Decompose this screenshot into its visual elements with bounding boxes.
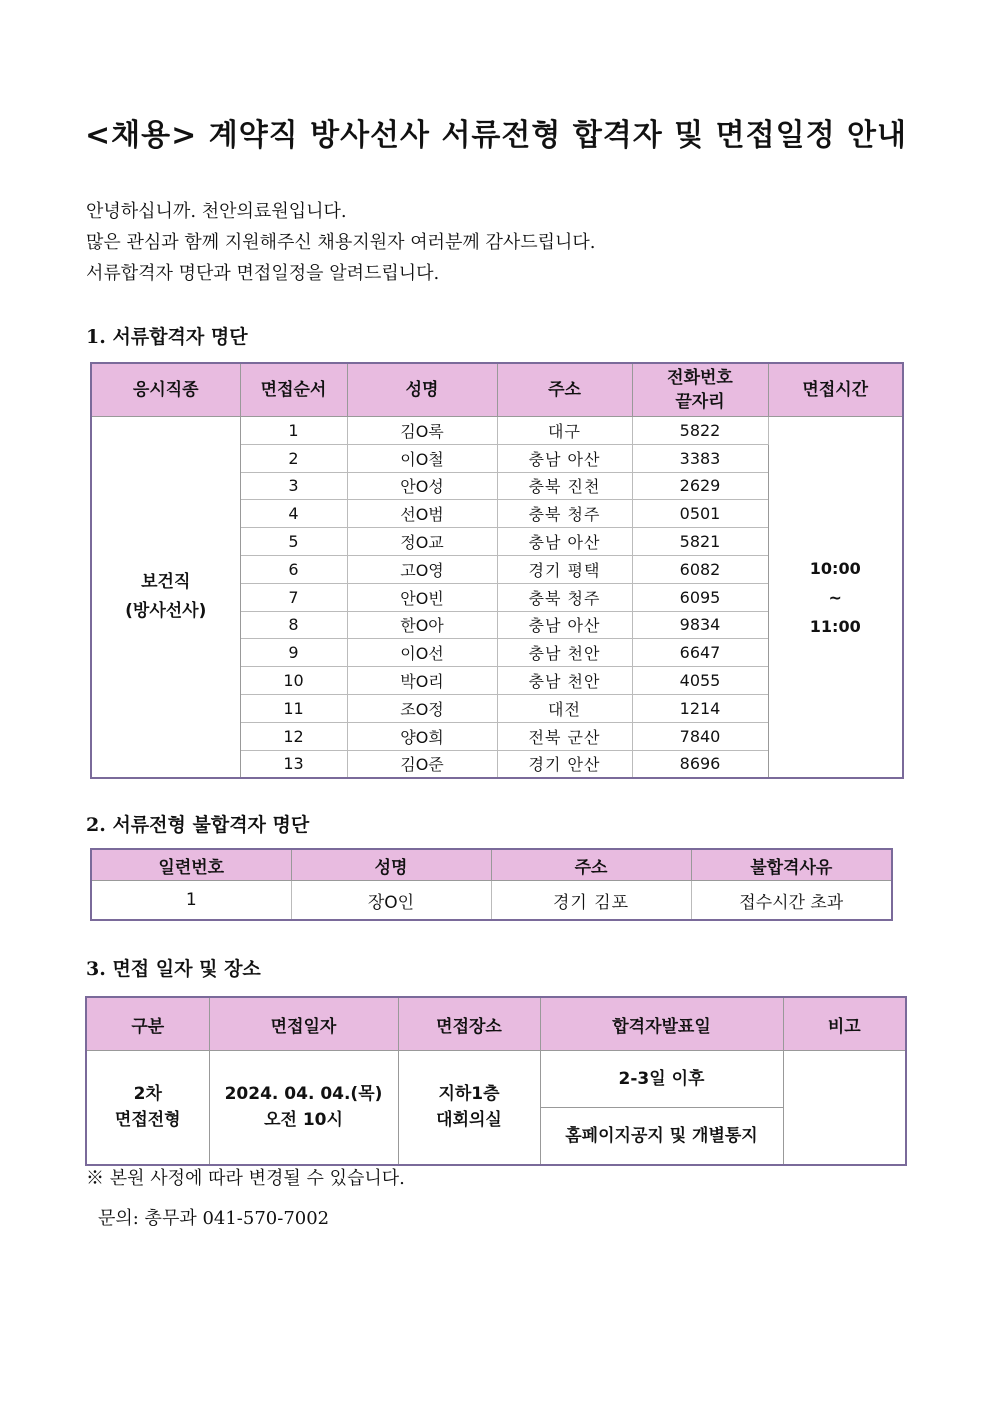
date-line1: 2024. 04. 04.(목) bbox=[224, 1084, 383, 1105]
header-fail-reason: 불합격사유 bbox=[691, 849, 892, 881]
phone-cell: 6095 bbox=[632, 583, 768, 611]
name-cell: 박O리 bbox=[347, 667, 497, 695]
header-phone-line2: 끝자리 bbox=[675, 392, 725, 412]
name-cell: 장O인 bbox=[291, 881, 491, 921]
date-cell bbox=[209, 1051, 398, 1165]
header-interview-date: 면접일자 bbox=[209, 997, 398, 1051]
phone-cell: 3383 bbox=[632, 444, 768, 472]
phone-cell: 1214 bbox=[632, 694, 768, 722]
address-cell: 충남 아산 bbox=[497, 528, 632, 556]
page-title: <채용> 계약직 방사선사 서류전형 합격자 및 면접일정 안내 bbox=[85, 118, 907, 153]
header-name: 성명 bbox=[291, 849, 491, 881]
name-cell: 이O철 bbox=[347, 444, 497, 472]
header-interview-place: 면접장소 bbox=[398, 997, 540, 1051]
header-phone-line1: 전화번호 bbox=[667, 368, 733, 388]
section1-heading: 1. 서류합격자 명단 bbox=[86, 326, 248, 348]
order-cell: 2 bbox=[240, 444, 347, 472]
address-cell: 충남 아산 bbox=[497, 611, 632, 639]
phone-cell: 2629 bbox=[632, 472, 768, 500]
order-cell: 1 bbox=[240, 417, 347, 445]
order-cell: 4 bbox=[240, 500, 347, 528]
job-category-line1: 보건직 bbox=[141, 572, 191, 593]
address-cell: 충남 천안 bbox=[497, 639, 632, 667]
table-header-row bbox=[86, 997, 906, 1051]
address-cell: 대전 bbox=[497, 694, 632, 722]
name-cell: 안O빈 bbox=[347, 583, 497, 611]
intro-line: 서류합격자 명단과 면접일정을 알려드립니다. bbox=[86, 263, 440, 284]
passed-applicants-table bbox=[90, 362, 904, 779]
date-line2: 오전 10시 bbox=[264, 1110, 343, 1131]
table-row bbox=[91, 881, 892, 921]
name-cell: 안O성 bbox=[347, 472, 497, 500]
address-cell: 전북 군산 bbox=[497, 722, 632, 750]
section3-heading: 3. 면접 일자 및 장소 bbox=[86, 958, 261, 980]
job-category-cell bbox=[91, 417, 240, 779]
order-cell: 3 bbox=[240, 472, 347, 500]
name-cell: 이O선 bbox=[347, 639, 497, 667]
place-cell bbox=[398, 1051, 540, 1165]
section2-heading: 2. 서류전형 불합격자 명단 bbox=[86, 814, 310, 836]
address-cell: 대구 bbox=[497, 417, 632, 445]
address-cell: 경기 안산 bbox=[497, 750, 632, 778]
interview-time-cell bbox=[768, 417, 903, 779]
intro-text bbox=[86, 196, 596, 289]
phone-cell: 7840 bbox=[632, 722, 768, 750]
header-address: 주소 bbox=[497, 363, 632, 417]
header-interview-time: 면접시간 bbox=[768, 363, 903, 417]
place-line1: 지하1층 bbox=[438, 1084, 500, 1105]
order-cell: 11 bbox=[240, 694, 347, 722]
name-cell: 정O교 bbox=[347, 528, 497, 556]
phone-cell: 9834 bbox=[632, 611, 768, 639]
header-order: 면접순서 bbox=[240, 363, 347, 417]
intro-line: 안녕하십니까. 천안의료원입니다. bbox=[86, 201, 347, 222]
order-cell: 10 bbox=[240, 667, 347, 695]
phone-cell: 6647 bbox=[632, 639, 768, 667]
phone-cell: 8696 bbox=[632, 750, 768, 778]
notice-text: ※ 본원 사정에 따라 변경될 수 있습니다. bbox=[86, 1168, 405, 1189]
address-cell: 경기 김포 bbox=[491, 881, 691, 921]
phone-cell: 5821 bbox=[632, 528, 768, 556]
announce-when-cell: 2-3일 이후 bbox=[540, 1051, 783, 1108]
name-cell: 양O희 bbox=[347, 722, 497, 750]
announce-how-cell: 홈페이지공지 및 개별통지 bbox=[540, 1108, 783, 1165]
intro-line: 많은 관심과 함께 지원해주신 채용지원자 여러분께 감사드립니다. bbox=[86, 232, 596, 253]
order-cell: 5 bbox=[240, 528, 347, 556]
address-cell: 충북 청주 bbox=[497, 500, 632, 528]
name-cell: 선O범 bbox=[347, 500, 497, 528]
address-cell: 충남 아산 bbox=[497, 444, 632, 472]
table-header-row bbox=[91, 849, 892, 881]
name-cell: 김O준 bbox=[347, 750, 497, 778]
name-cell: 한O아 bbox=[347, 611, 497, 639]
time-start: 10:00 bbox=[809, 558, 861, 578]
time-separator: ~ bbox=[828, 587, 842, 607]
failed-applicants-table bbox=[90, 848, 893, 921]
header-name: 성명 bbox=[347, 363, 497, 417]
interview-schedule-table bbox=[85, 996, 907, 1166]
header-job: 응시직종 bbox=[91, 363, 240, 417]
header-phone bbox=[632, 363, 768, 417]
order-cell: 13 bbox=[240, 750, 347, 778]
header-category: 구분 bbox=[86, 997, 209, 1051]
header-serial-no: 일련번호 bbox=[91, 849, 291, 881]
contact-text: 문의: 총무과 041-570-7002 bbox=[98, 1208, 330, 1229]
job-category-line2: (방사선사) bbox=[125, 601, 207, 622]
address-cell: 충남 천안 bbox=[497, 667, 632, 695]
phone-cell: 6082 bbox=[632, 555, 768, 583]
stage-cell bbox=[86, 1051, 209, 1165]
time-end: 11:00 bbox=[809, 616, 861, 636]
order-cell: 9 bbox=[240, 639, 347, 667]
stage-line2: 면접전형 bbox=[114, 1110, 181, 1131]
table-row bbox=[91, 417, 903, 445]
name-cell: 조O정 bbox=[347, 694, 497, 722]
table-row bbox=[86, 1051, 906, 1108]
order-cell: 6 bbox=[240, 555, 347, 583]
phone-cell: 5822 bbox=[632, 417, 768, 445]
header-remark: 비고 bbox=[783, 997, 906, 1051]
address-cell: 충북 진천 bbox=[497, 472, 632, 500]
name-cell: 김O록 bbox=[347, 417, 497, 445]
phone-cell: 4055 bbox=[632, 667, 768, 695]
reason-cell: 접수시간 초과 bbox=[691, 881, 892, 921]
header-announce-date: 합격자발표일 bbox=[540, 997, 783, 1051]
order-cell: 7 bbox=[240, 583, 347, 611]
order-cell: 8 bbox=[240, 611, 347, 639]
remark-cell bbox=[783, 1051, 906, 1165]
address-cell: 경기 평택 bbox=[497, 555, 632, 583]
name-cell: 고O영 bbox=[347, 555, 497, 583]
table-header-row bbox=[91, 363, 903, 417]
phone-cell: 0501 bbox=[632, 500, 768, 528]
place-line2: 대회의실 bbox=[436, 1110, 502, 1131]
header-address: 주소 bbox=[491, 849, 691, 881]
stage-line1: 2차 bbox=[133, 1084, 162, 1105]
order-cell: 12 bbox=[240, 722, 347, 750]
address-cell: 충북 청주 bbox=[497, 583, 632, 611]
serial-cell: 1 bbox=[91, 881, 291, 921]
